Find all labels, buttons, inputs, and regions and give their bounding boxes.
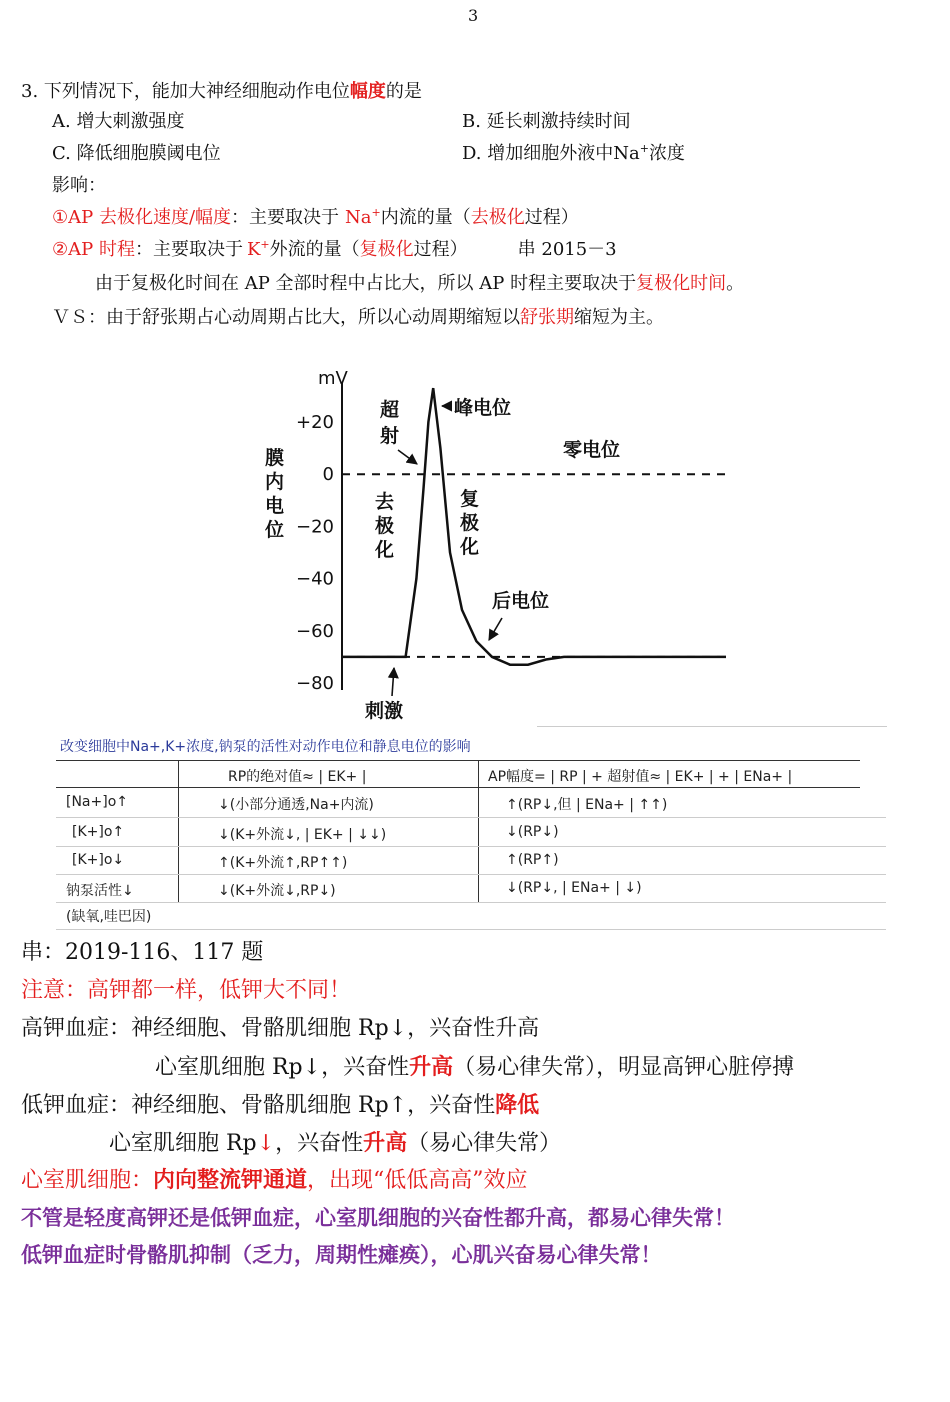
note-1-ion: Na	[345, 207, 372, 228]
label-depol-1: 去	[375, 491, 395, 513]
option-a: A. 增大刺激强度	[52, 111, 185, 132]
note-3-key: 复极化时间	[636, 273, 727, 294]
note-2	[52, 238, 617, 262]
row-label: 钠泵活性↓	[66, 883, 134, 899]
label-peak: 峰电位	[454, 397, 512, 419]
row-rule	[56, 846, 886, 847]
note-4-end: 缩短为主。	[574, 307, 664, 328]
hyperkalemia-text-2: 心室肌细胞 Rp↓，兴奋性	[155, 1055, 410, 1080]
row-label: [K+]o↑	[72, 824, 125, 840]
row-rule	[56, 874, 886, 875]
y-label-1: 膜	[265, 447, 285, 469]
note-2-ion: K	[246, 239, 261, 260]
row-rp: ↓(K+外流↓,RP↓)	[218, 883, 336, 899]
y-label-2: 内	[265, 471, 285, 493]
label-overshoot-1: 超	[380, 399, 400, 421]
hyperkalemia-text-3: （易心律失常），明显高钾心脏停搏	[453, 1055, 795, 1080]
table-header-rule	[56, 760, 860, 761]
note-3-end: 。	[726, 273, 745, 294]
header-ap: AP幅度= | RP | + 超射值≈ | EK+ | + | ENa+ |	[488, 769, 793, 785]
row-label: [K+]o↓	[72, 852, 125, 868]
ventricular-key: 内向整流钾通道	[153, 1167, 308, 1193]
label-overshoot-2: 射	[380, 425, 400, 447]
label-depol-2: 极	[375, 515, 395, 537]
hyperkalemia-text-1: 神经细胞、骨骼肌细胞 Rp↓，兴奋性升高	[131, 1016, 540, 1041]
note-1-sup: +	[371, 206, 381, 219]
stem-suffix: 的是	[385, 81, 422, 102]
label-repol-2: 极	[460, 512, 480, 534]
table-title: 改变细胞中Na+,K+浓度,钠泵的活性对动作电位和静息电位的影响	[60, 739, 471, 755]
row-rp: ↑(K+外流↑,RP↑↑)	[218, 855, 348, 871]
hypokalemia-arrow: ↓	[256, 1131, 276, 1156]
note-1	[52, 206, 579, 230]
y-tick-label: −40	[296, 568, 334, 590]
row-rule	[56, 817, 886, 818]
summary-note: 注意：高钾都一样，低钾大不同！	[21, 978, 352, 1003]
note-1-text2: 内流的量（	[380, 207, 471, 228]
note-4-key: 舒张期	[520, 307, 574, 328]
ventricular-label: 心室肌细胞：	[21, 1168, 154, 1193]
hypokalemia-line-2	[109, 1128, 561, 1159]
row-rule	[56, 929, 886, 930]
hypokalemia-text-4: （易心律失常）	[407, 1131, 562, 1156]
note-1-end: 过程）	[524, 207, 579, 228]
option-d-sup: +	[639, 142, 649, 155]
label-afterpotential: 后电位	[492, 590, 550, 612]
note-1-text: ：主要取决于	[231, 207, 340, 228]
hypokalemia-line-1	[21, 1090, 539, 1121]
y-tick-label: −20	[296, 516, 334, 538]
hyperkalemia-line-1	[21, 1014, 539, 1044]
note-2-sup: +	[260, 238, 270, 251]
action-potential-chart	[240, 360, 740, 730]
option-c: C. 降低细胞膜阈电位	[52, 143, 221, 164]
overshoot-arrow	[398, 450, 417, 464]
conclusion-2: 低钾血症时骨骼肌抑制（乏力，周期性瘫痪），心肌兴奋易心律失常！	[21, 1243, 662, 1267]
label-repol-1: 复	[460, 488, 480, 510]
option-d	[462, 142, 685, 166]
note-3	[95, 272, 744, 296]
hypokalemia-text-3: ，兴奋性	[275, 1131, 364, 1156]
note-2-text2: 外流的量（	[269, 239, 360, 260]
label-zero: 零电位	[563, 439, 621, 461]
y-label-3: 电	[265, 495, 285, 517]
row-ap: ↑(RP↓,但 | ENa+ | ↑↑)	[506, 797, 668, 813]
row-rp: ↓(小部分通透,Na+内流)	[218, 797, 374, 813]
hypokalemia-text-1: 神经细胞、骨骼肌细胞 Rp↑，兴奋性	[131, 1093, 496, 1118]
note-2-text: ：主要取决于	[134, 239, 243, 260]
ventricular-text: ，出现“低低高高”效应	[307, 1168, 528, 1193]
row-ap: ↑(RP↑)	[506, 852, 559, 868]
unit-label: mV	[318, 368, 348, 389]
afterpotential-arrow	[489, 618, 502, 640]
stimulus-arrow	[392, 668, 394, 696]
header-rp: RP的绝对值≈ | EK+ |	[228, 769, 367, 785]
table-footnote: (缺氧,哇巴因)	[66, 909, 152, 925]
label-depol-3: 化	[375, 539, 395, 561]
y-ticks	[296, 412, 334, 694]
action-potential-curve	[342, 388, 726, 665]
conclusion-1: 不管是轻度高钾还是低钾血症，心室肌细胞的兴奋性都升高，都易心律失常！	[21, 1206, 735, 1230]
y-tick-label: −60	[296, 620, 334, 642]
row-ap: ↓(RP↓, | ENa+ | ↓)	[506, 880, 642, 896]
row-ap: ↓(RP↓)	[506, 824, 559, 840]
col-rule-2	[478, 760, 479, 902]
y-tick-label: +20	[296, 412, 334, 433]
option-b: B. 延长刺激持续时间	[462, 111, 631, 132]
note-4	[52, 306, 664, 330]
row-label: [Na+]o↑	[66, 794, 129, 810]
hypokalemia-text-2: 心室肌细胞 Rp	[109, 1131, 257, 1156]
stem-text: 3. 下列情况下，能加大神经细胞动作电位	[21, 81, 350, 102]
y-tick-label: 0	[322, 464, 334, 486]
option-d-suffix: 浓度	[648, 143, 685, 164]
note-2-key: ②AP 时程	[52, 239, 135, 260]
label-stimulus: 刺激	[365, 700, 404, 722]
influence-label: 影响：	[52, 175, 106, 196]
note-1-key: ①AP 去极化速度/幅度	[52, 207, 232, 228]
question-stem	[21, 80, 422, 104]
y-label-4: 位	[265, 519, 285, 541]
hyperkalemia-line-2	[155, 1052, 794, 1083]
note-2-process: 复极化	[359, 239, 414, 260]
note-4-text: ＶＳ：由于舒张期占心动周期占比大，所以心动周期缩短以	[52, 307, 520, 328]
ventricular-line	[21, 1165, 528, 1196]
hypokalemia-key-1: 降低	[495, 1092, 540, 1118]
note-2-end: 过程）	[413, 239, 468, 260]
row-rule	[56, 902, 886, 903]
hypokalemia-label: 低钾血症：	[21, 1093, 132, 1118]
stem-emphasis: 幅度	[349, 81, 386, 102]
row-rp: ↓(K+外流↓, | EK+ | ↓↓)	[218, 827, 387, 843]
col-rule-1	[178, 760, 179, 902]
table-header-rule2	[56, 787, 860, 788]
note-2-ref: 串 2015－3	[517, 239, 617, 260]
summary-ref: 串：2019-116、117 题	[21, 940, 264, 965]
option-d-text: D. 增加细胞外液中Na	[462, 143, 640, 164]
note-3-text: 由于复极化时间在 AP 全部时程中占比大，所以 AP 时程主要取决于	[95, 273, 637, 294]
y-tick-label: −80	[296, 673, 334, 694]
page-number: 3	[468, 6, 479, 25]
hyperkalemia-key: 升高	[409, 1054, 454, 1080]
hypokalemia-key-2: 升高	[363, 1130, 408, 1156]
table-top-rule	[537, 726, 887, 727]
hyperkalemia-label: 高钾血症：	[21, 1016, 132, 1041]
note-1-process: 去极化	[470, 207, 525, 228]
label-repol-3: 化	[460, 536, 480, 558]
